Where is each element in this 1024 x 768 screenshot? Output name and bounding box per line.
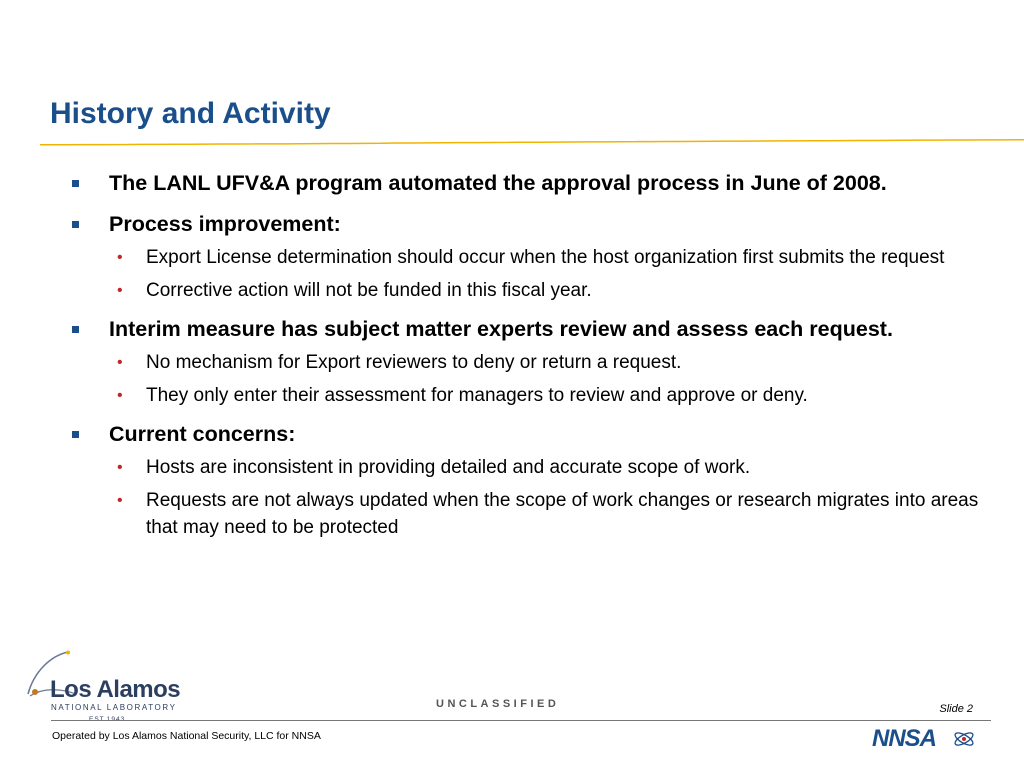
operated-by-text: Operated by Los Alamos National Security, LLC for NNSA bbox=[52, 730, 321, 742]
sub-bullet-item bbox=[109, 454, 992, 481]
sub-bullet-text: No mechanism for Export reviewers to deny or return a request. bbox=[146, 352, 682, 373]
footer-divider bbox=[51, 720, 991, 721]
dot-bullet-icon: • bbox=[117, 459, 123, 476]
dot-bullet-icon: • bbox=[117, 492, 123, 509]
sub-bullet-item bbox=[109, 349, 992, 376]
atom-icon bbox=[952, 727, 976, 751]
sub-bullet-item bbox=[109, 487, 992, 541]
bullet-text: The LANL UFV&A program automated the approval process in June of 2008. bbox=[109, 171, 887, 195]
square-bullet-icon bbox=[72, 326, 79, 333]
square-bullet-icon bbox=[72, 431, 79, 438]
sub-bullet-item bbox=[109, 382, 992, 409]
sub-bullet-item bbox=[109, 277, 992, 304]
dot-bullet-icon: • bbox=[117, 282, 123, 299]
logo-subtitle: NATIONAL LABORATORY bbox=[51, 703, 177, 712]
classification-label: UNCLASSIFIED bbox=[436, 698, 560, 710]
dot-bullet-icon: • bbox=[117, 387, 123, 404]
sub-bullet-text: Corrective action will not be funded in this fiscal year. bbox=[146, 280, 592, 301]
bullet-list bbox=[72, 168, 992, 551]
dot-bullet-icon: • bbox=[117, 249, 123, 266]
los-alamos-logo bbox=[20, 650, 190, 728]
logo-established: EST.1943 bbox=[89, 716, 126, 723]
dot-bullet-icon: • bbox=[117, 354, 123, 371]
sub-bullet-text: Export License determination should occur when the host organization first submits the request bbox=[146, 247, 945, 268]
bullet-item bbox=[72, 314, 992, 409]
bullet-item bbox=[72, 168, 992, 199]
slide-title: History and Activity bbox=[50, 97, 331, 130]
bullet-text: Current concerns: bbox=[109, 422, 296, 446]
square-bullet-icon bbox=[72, 180, 79, 187]
title-underline bbox=[40, 136, 1024, 148]
sub-bullet-text: Hosts are inconsistent in providing detailed and accurate scope of work. bbox=[146, 457, 751, 478]
nnsa-logo bbox=[872, 725, 978, 753]
sub-bullet-text: Requests are not always updated when the scope of work changes or research migrates into areas that may need to be protected bbox=[146, 490, 979, 538]
square-bullet-icon bbox=[72, 221, 79, 228]
bullet-text: Interim measure has subject matter experts review and assess each request. bbox=[109, 317, 893, 341]
logo-name: Los Alamos bbox=[50, 676, 181, 703]
bullet-item bbox=[72, 209, 992, 304]
bullet-text: Process improvement: bbox=[109, 212, 341, 236]
sub-bullet-text: They only enter their assessment for managers to review and approve or deny. bbox=[146, 385, 808, 406]
bullet-item bbox=[72, 419, 992, 541]
sub-bullet-item bbox=[109, 244, 992, 271]
nnsa-wordmark: NNSA bbox=[872, 725, 937, 752]
slide-number: Slide 2 bbox=[939, 703, 973, 715]
